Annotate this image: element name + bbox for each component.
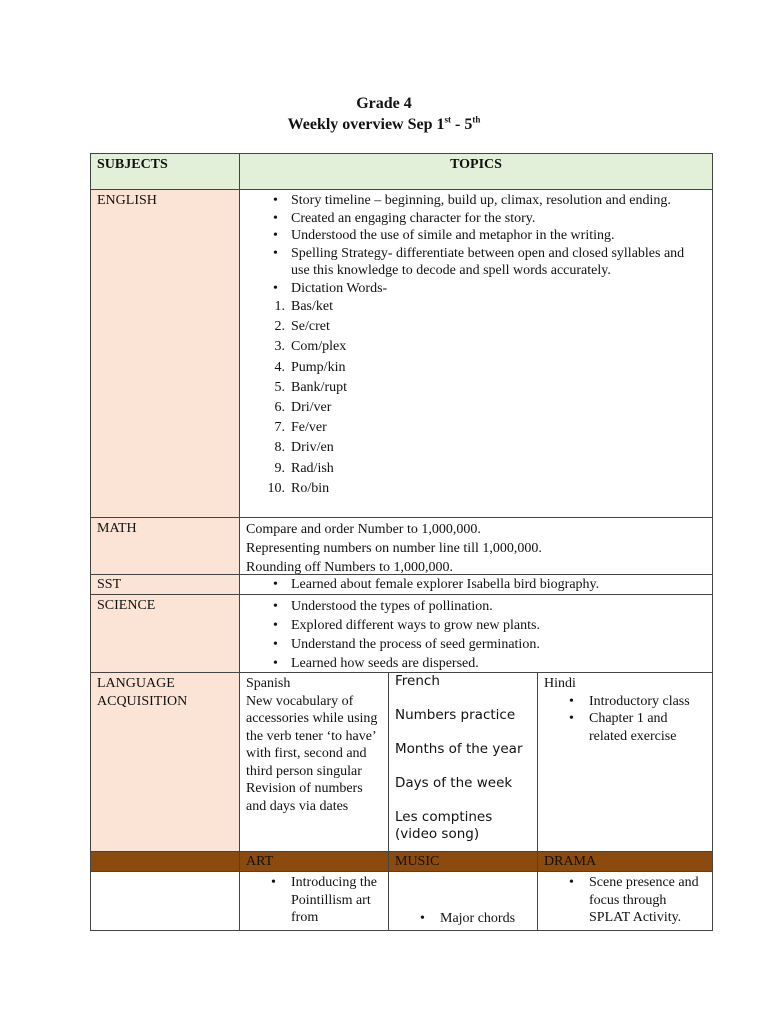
hindi-bullet: • Chapter 1 and related exercise: [544, 710, 706, 745]
science-topics: [239, 594, 713, 673]
dictation-word: 7. Fe/ver: [274, 420, 327, 436]
music-bullet: • Major chords: [395, 910, 531, 928]
weekly-overview-table: [90, 153, 713, 931]
art-bullet: • Introducing the Pointillism art from: [246, 874, 382, 927]
drama-cell: [537, 871, 713, 931]
spanish-text: New vocabulary of accessories while using the verb tener ‘to have’ with first, second and third person singular Revision of numbers and days via dates: [246, 693, 378, 814]
french-item: Months of the year: [395, 741, 523, 757]
dictation-word: 5. Bank/rupt: [274, 379, 347, 395]
drama-header: DRAMA: [537, 851, 713, 872]
arts-row-blank: [90, 871, 240, 931]
dictation-word: 3. Com/plex: [274, 339, 347, 355]
subject-sst: SST: [90, 574, 240, 595]
subject-science: SCIENCE: [90, 594, 240, 673]
english-bullet: • Spelling Strategy- differentiate between open and closed syllables and use this knowledge to decode and spell words accurately.: [246, 245, 706, 280]
drama-bullet: • Scene presence and focus through SPLAT Activity.: [544, 874, 706, 927]
sst-topics: [239, 574, 713, 595]
spanish-title: Spanish: [246, 676, 291, 691]
header-topics: TOPICS: [239, 153, 713, 190]
art-header: ART: [239, 851, 389, 872]
subject-language-acquisition: LANGUAGE ACQUISITION: [90, 672, 240, 852]
art-cell: [239, 871, 389, 931]
math-line: Rounding off Numbers to 1,000,000.: [246, 560, 454, 575]
math-topics: [239, 517, 713, 575]
hindi-title: Hindi: [544, 676, 576, 691]
dictation-word: 6. Dri/ver: [274, 399, 332, 415]
dictation-word: 10. Ro/bin: [267, 480, 330, 496]
music-header: MUSIC: [388, 851, 538, 872]
spanish-cell: [239, 672, 389, 852]
document-title: Grade 4: [356, 95, 412, 112]
arts-bar-blank: [90, 851, 240, 872]
science-bullet: • Explored different ways to grow new plants.: [246, 616, 706, 635]
dictation-word: 9. Rad/ish: [274, 460, 334, 476]
math-line: Compare and order Number to 1,000,000.: [246, 522, 481, 537]
hindi-bullet: • Introductory class: [544, 693, 706, 711]
science-bullet: • Learned how seeds are dispersed.: [246, 654, 706, 673]
subject-english: ENGLISH: [90, 189, 240, 518]
music-cell: [388, 871, 538, 931]
english-bullet: • Understood the use of simile and metaphor in the writing.: [246, 227, 706, 245]
english-topics: [239, 189, 713, 518]
sst-bullet: • Learned about female explorer Isabella bird biography.: [246, 576, 706, 594]
header-subjects: SUBJECTS: [90, 153, 240, 190]
science-bullet: • Understand the process of seed germination.: [246, 635, 706, 654]
dictation-word: 8. Driv/en: [274, 440, 334, 456]
english-bullet: • Created an engaging character for the story.: [246, 210, 706, 228]
math-line: Representing numbers on number line till 1,000,000.: [246, 541, 542, 556]
english-bullet: • Story timeline – beginning, build up, climax, resolution and ending.: [246, 192, 706, 210]
french-cell: [388, 672, 538, 852]
hindi-cell: [537, 672, 713, 852]
french-item: Days of the week: [395, 775, 513, 791]
french-item: Les comptines (video song): [395, 809, 493, 842]
dictation-word: 2. Se/cret: [274, 319, 330, 335]
subject-math: MATH: [90, 517, 240, 575]
dictation-word: 1. Bas/ket: [274, 299, 333, 314]
science-bullet: • Understood the types of pollination.: [246, 597, 706, 616]
french-title: French: [395, 673, 440, 689]
french-item: Numbers practice: [395, 707, 516, 723]
english-bullet: • Dictation Words-: [246, 280, 706, 298]
document-subtitle: Weekly overview Sep 1st - 5th: [287, 114, 481, 133]
dictation-word: 4. Pump/kin: [274, 359, 346, 375]
